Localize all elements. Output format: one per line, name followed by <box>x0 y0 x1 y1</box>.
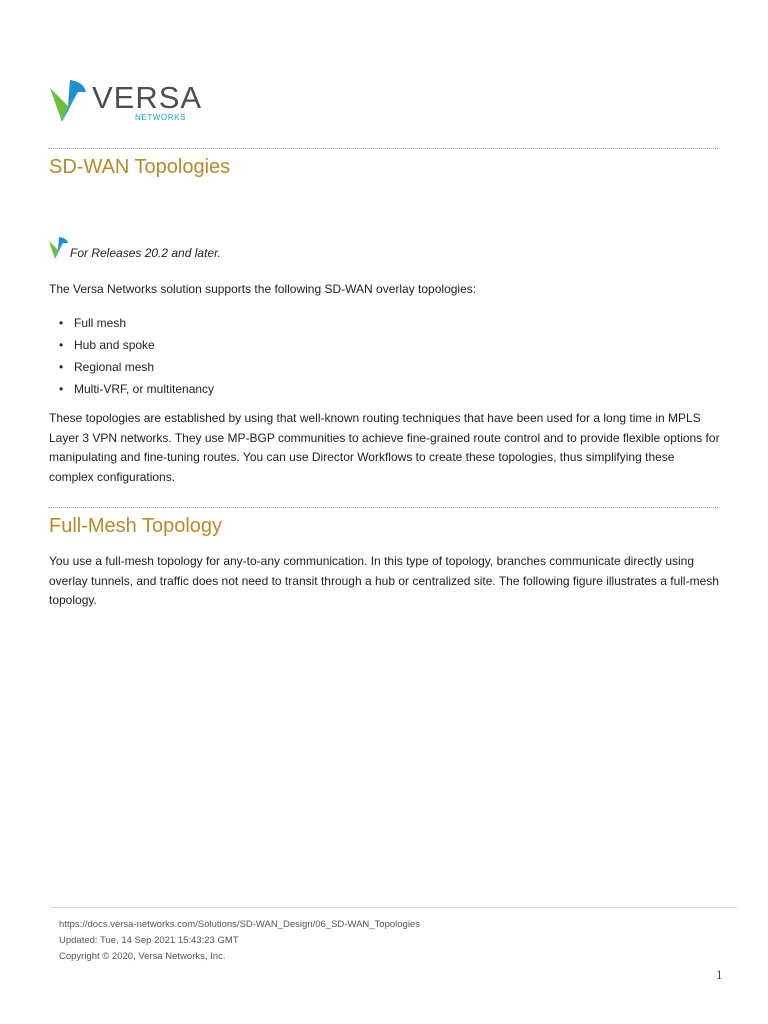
logo-wordmark: VERSA <box>92 80 203 115</box>
page-title: SD-WAN Topologies <box>49 156 231 178</box>
topology-list <box>57 312 214 400</box>
header-divider <box>48 148 718 149</box>
list-item-label: Multi-VRF, or multitenancy <box>74 382 215 396</box>
list-item: • Full mesh <box>59 316 127 330</box>
release-note-text: For Releases 20.2 and later. <box>70 246 221 260</box>
versa-networks-logo <box>48 78 203 128</box>
section-divider <box>48 507 718 508</box>
footer-url[interactable]: https://docs.versa-networks.com/Solutions/SD-WAN_Design/06_SD-WAN_Topologies <box>59 919 420 930</box>
list-item: • Regional mesh <box>59 360 155 374</box>
list-item: • Multi-VRF, or multitenancy <box>59 382 215 396</box>
summary-paragraph: These topologies are established by using that well-known routing techniques that have been used for a long time in MPLS Layer 3 VPN networks. They use MP-BGP communities to achieve fine-grained route control and to provide flexible options for manipulating and fine-tuning routes. You can use Director Workflows to create these topologies, thus simplifying these complex configurations. <box>49 411 720 484</box>
versa-small-logo-icon <box>48 236 69 260</box>
footer-copyright: Copyright © 2020, Versa Networks, Inc. <box>59 951 226 962</box>
footer-updated: Updated: Tue, 14 Sep 2021 15:43:23 GMT <box>59 935 239 946</box>
logo-subtext: NETWORKS <box>135 113 187 122</box>
list-item-label: Hub and spoke <box>74 338 155 352</box>
intro-paragraph: The Versa Networks solution supports the following SD-WAN overlay topologies: <box>49 282 477 296</box>
section-title: Full-Mesh Topology <box>49 515 223 537</box>
list-item: • Hub and spoke <box>59 338 155 352</box>
list-item-label: Full mesh <box>74 316 127 330</box>
footer-divider <box>51 907 737 908</box>
page-number: 1 <box>716 967 723 982</box>
section-paragraph: You use a full-mesh topology for any-to-any communication. In this type of topology, branches communicate directly using overlay tunnels, and traffic does not need to transit through a hub or centralized site. The following figure illustrates a full-mesh topology. <box>49 554 719 607</box>
list-item-label: Regional mesh <box>74 360 155 374</box>
versa-logo-mark-icon <box>48 78 88 124</box>
